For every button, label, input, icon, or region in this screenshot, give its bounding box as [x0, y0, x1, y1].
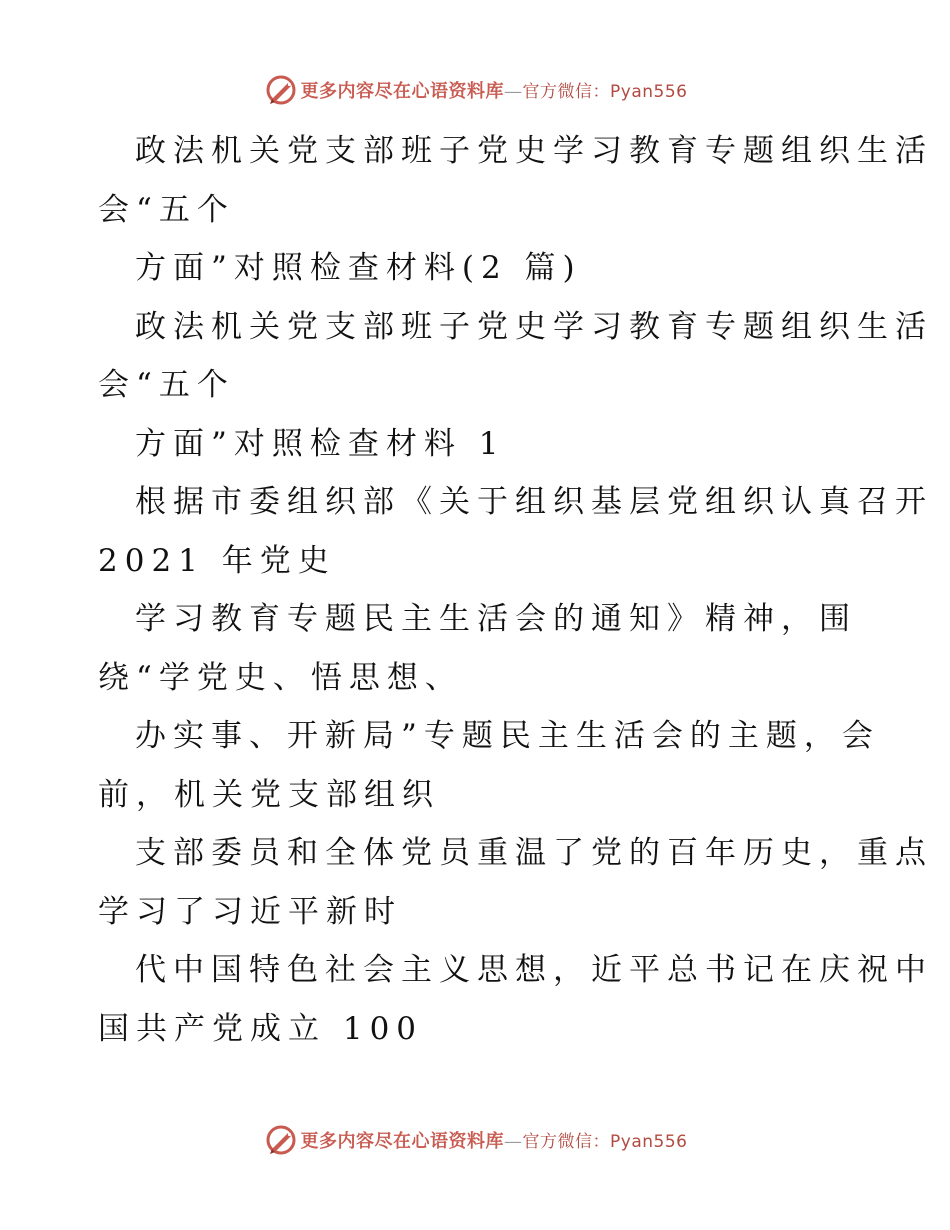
text-line: 国共产党成立 100 — [98, 1010, 424, 1047]
text-line: 前，机关党支部组织 — [98, 776, 440, 813]
text-line: 政法机关党支部班子党史学习教育专题组织生活 — [135, 133, 933, 169]
text-line: 会“五个 — [98, 191, 235, 228]
text-line: 学习了习近平新时 — [98, 893, 402, 930]
document-body — [98, 122, 933, 1058]
text-line: 方面”对照检查材料 1 — [135, 425, 506, 462]
pen-logo-icon — [263, 1122, 299, 1158]
text-line: 代中国特色社会主义思想，近平总书记在庆祝中 — [135, 952, 933, 988]
footer-banner — [0, 1120, 950, 1160]
banner-brand: 更多内容尽在心语资料库 — [300, 1131, 505, 1152]
banner-brand: 更多内容尽在心语资料库 — [300, 81, 505, 102]
text-line: 政法机关党支部班子党史学习教育专题组织生活 — [135, 308, 933, 345]
text-line: 方面”对照检查材料(2 篇) — [135, 250, 582, 286]
text-line: 根据市委组织部《关于组织基层党组织认真召开 — [135, 484, 933, 520]
text-line: 办实事、开新局”专题民主生活会的主题，会 — [135, 718, 880, 754]
pen-logo-icon — [263, 72, 299, 108]
banner-text — [301, 1127, 688, 1153]
text-line: 会“五个 — [98, 367, 235, 403]
text-line: 支部委员和全体党员重温了党的百年历史，重点 — [135, 835, 933, 871]
banner-wechat: 官方微信：Pyan556 — [522, 1132, 688, 1152]
banner-separator: — — [504, 81, 523, 102]
text-line: 2021 年党史 — [98, 542, 336, 579]
banner-text — [301, 77, 688, 103]
text-line: 学习教育专题民主生活会的通知》精神，围 — [135, 601, 857, 637]
banner-separator: — — [504, 1131, 523, 1152]
text-line: 绕“学党史、悟思想、 — [98, 659, 463, 696]
banner-wechat: 官方微信：Pyan556 — [522, 82, 688, 102]
header-banner — [0, 70, 950, 110]
